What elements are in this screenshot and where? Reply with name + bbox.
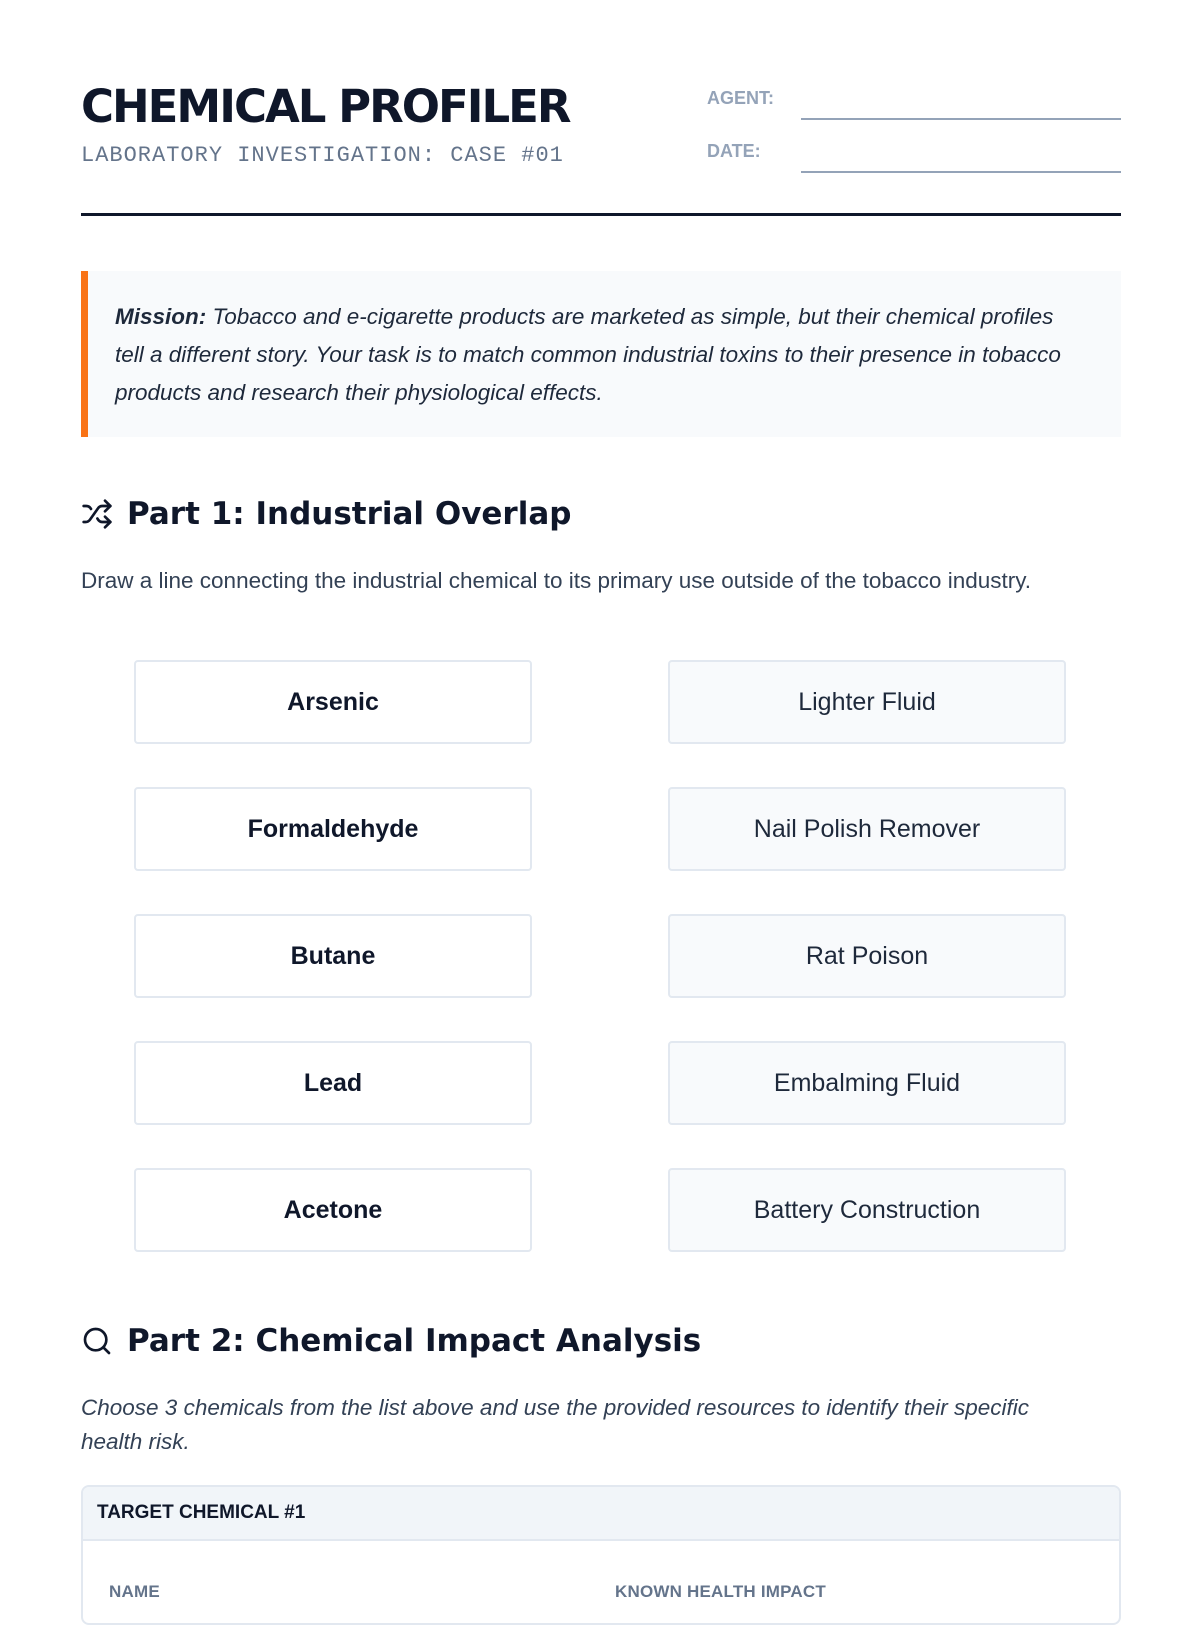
- impact-column-label: KNOWN HEALTH IMPACT: [615, 1582, 826, 1601]
- chemical-box[interactable]: Acetone: [134, 1168, 532, 1252]
- worksheet-page: [81, 0, 1121, 1601]
- chemical-box[interactable]: Lead: [134, 1041, 532, 1125]
- part1-heading-text: Part 1: Industrial Overlap: [127, 496, 572, 532]
- mission-text: Tobacco and e-cigarette products are marketed as simple, but their chemical profiles tell a different story. Your task is to match common industrial toxins to their presence in tobacco products and research their physiological effects.: [115, 304, 1061, 405]
- part1-heading: [81, 494, 571, 534]
- agent-field: [707, 88, 1121, 118]
- agent-blank-line: [801, 118, 1121, 120]
- date-field: [707, 141, 1121, 171]
- target-card-title: TARGET CHEMICAL #1: [83, 1487, 1119, 1541]
- mission-callout: [81, 271, 1121, 437]
- mission-label: Mission:: [115, 304, 207, 329]
- date-blank-line: [801, 171, 1121, 173]
- chemical-box[interactable]: Butane: [134, 914, 532, 998]
- chemical-box[interactable]: Arsenic: [134, 660, 532, 744]
- page-title: CHEMICAL PROFILER: [81, 80, 570, 133]
- use-box[interactable]: Embalming Fluid: [668, 1041, 1066, 1125]
- shuffle-icon: [81, 498, 113, 530]
- agent-label: AGENT:: [707, 88, 774, 108]
- chemical-box[interactable]: Formaldehyde: [134, 787, 532, 871]
- header-divider: [81, 213, 1121, 216]
- part2-heading: [81, 1321, 701, 1361]
- search-icon: [81, 1325, 113, 1357]
- part2-heading-text: Part 2: Chemical Impact Analysis: [127, 1323, 702, 1359]
- worksheet-header: [81, 0, 1121, 216]
- target-chemical-card: [81, 1485, 1121, 1625]
- use-box[interactable]: Rat Poison: [668, 914, 1066, 998]
- use-box[interactable]: Nail Polish Remover: [668, 787, 1066, 871]
- use-box[interactable]: Lighter Fluid: [668, 660, 1066, 744]
- name-column-label: NAME: [109, 1582, 160, 1601]
- date-label: DATE:: [707, 141, 761, 161]
- part2-instructions: Choose 3 chemicals from the list above and use the provided resources to identify their specific health risk.: [81, 1395, 1029, 1454]
- use-box[interactable]: Battery Construction: [668, 1168, 1066, 1252]
- page-subtitle: LABORATORY INVESTIGATION: CASE #01: [81, 143, 564, 168]
- part1-instructions: Draw a line connecting the industrial chemical to its primary use outside of the tobacco industry.: [81, 568, 1032, 593]
